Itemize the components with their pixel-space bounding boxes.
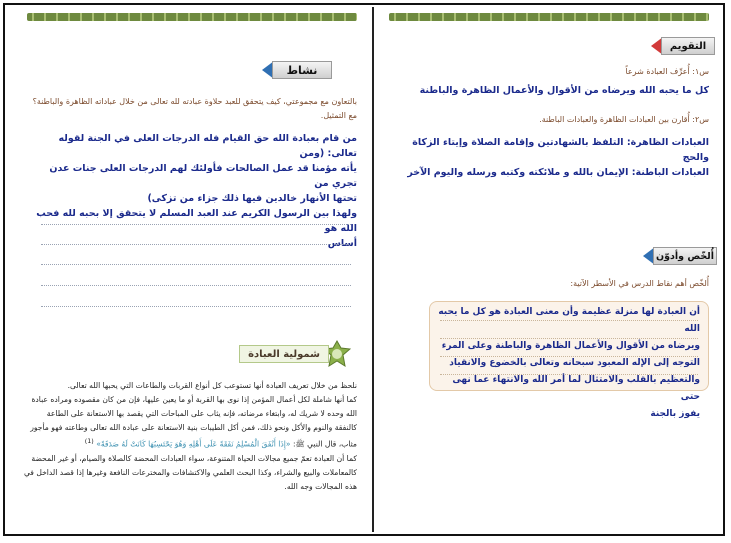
summary-prompt: أُلخّص أهم نقاط الدرس في الأسطر الآتية: bbox=[570, 279, 709, 288]
paragraph: نلحظ من خلال تعريف العبادة أنها تستوعب كل أنواع القربات والطاعات التي يحبها الله تعالى. bbox=[67, 381, 357, 390]
section-header bbox=[239, 340, 351, 368]
summary-line: التوجه إلى الإله المعبود سبحانه وتعالى بالخضوع والانقياد bbox=[449, 358, 700, 368]
top-ornament-right bbox=[389, 13, 709, 21]
footnote-mark: (1) bbox=[84, 438, 94, 445]
answer-line: العبادات الباطنة: الإيمان بالله و ملائكته وكتبه ورسله واليوم الآخر bbox=[407, 167, 709, 178]
answer-line: من قام بعبادة الله حق القيام فله الدرجات العلى في الجنة لقوله تعالى: (ومن bbox=[58, 133, 357, 159]
paragraph: كما أن العبادة تعمّ جميع مجالات الحياة المتنوعة، سواء العبادات المحضة كالصلاة والصيام، أو غير المحضة كالمعاملات والبيع والشراء، وكذا البحث العلمي والاكتشافات والمخترعات النافعة وغيرها إذا قصد الداخل في هذه المجالات وجه الله. bbox=[23, 453, 357, 491]
right-page bbox=[377, 7, 723, 532]
answer-1: كل ما يحبه الله ويرضاه من الأقوال والأعمال الظاهرة والباطنة bbox=[419, 85, 709, 96]
evaluation-title: التقويم bbox=[661, 37, 715, 55]
answer-line: العبادات الظاهرة: التلفظ بالشهادتين وإقامة الصلاة وإيتاء الزكاة والحج bbox=[412, 137, 709, 163]
page-divider bbox=[372, 7, 374, 532]
summary-line: ويرضاه من الأقوال والأعمال الظاهرة والباطنة وعلى المرء bbox=[441, 341, 700, 351]
section-title: شمولية العبادة bbox=[239, 345, 329, 363]
writing-line bbox=[41, 306, 351, 307]
summary-line: والتعظيم بالقلب والامتثال لما أمر الله والانتهاء عما نهى حتى bbox=[452, 375, 700, 402]
activity-prompt: بالتعاون مع مجموعتي، كيف يتحقق للعبد حلاوة عبادته لله تعالى من خلال عباداته الظاهرة والباطنة؟ مع التمثيل. bbox=[32, 97, 357, 120]
summary-line: أن العبادة لها منزلة عظيمة وأن معنى العبادة هو كل ما يحبه الله bbox=[438, 307, 700, 334]
answer-line: يأته مؤمنا قد عمل الصالحات فأولئك لهم الدرجات العلى جنات عدن تجري من bbox=[49, 163, 357, 189]
answer-line: ولهذا بين الرسول الكريم عند العبد المسلم لا يتحقق إلا بحبه لله فحب الله هو bbox=[36, 208, 357, 234]
section-body bbox=[23, 379, 357, 494]
activity-answer bbox=[27, 131, 357, 251]
writing-line bbox=[41, 264, 351, 265]
activity-banner bbox=[262, 61, 332, 79]
summary-line: يفوز بالجنة bbox=[650, 409, 700, 419]
paragraph: كما أنها شاملة لكل أعمال المؤمن إذا نوى بها القربة أو ما يعين عليها، فإن من كان مقصوده ومراده عبادة الله وحده لا شريك له، وابتغاء مرضاته، فإنه يثاب على المباحات التي يقصد بها الاستعانة على الطاعة كالنفقة والنوم والأكل ونحو ذلك، فمن أكل الطيبات بنية الاستعانة على عبادة الله تعالى وطاعته فهو مأجور مثاب، قال النبي ﷺ: «إِذَا أَنْفَقَ الْمُسْلِمُ نَفَقَةً عَلَى أَهْلِهِ وَهُوَ يَحْتَسِبُهَا كَانَتْ لَهُ صَدَقَةً» $^{(1)}$ bbox=[30, 395, 357, 449]
summary-title: أُلخّص وأدوّن bbox=[653, 247, 717, 265]
question-1: س١: أُعرِّف العبادة شرعاً bbox=[625, 67, 709, 76]
answer-2 bbox=[389, 135, 709, 180]
left-page bbox=[7, 7, 371, 532]
answer-line: تحتها الأنهار خالدين فيها ذلك جزاء من تزكى) bbox=[147, 193, 357, 204]
hadith-text: «إِذَا أَنْفَقَ الْمُسْلِمُ نَفَقَةً عَلَى أَهْلِهِ وَهُوَ يَحْتَسِبُهَا كَانَتْ لَهُ صَدَقَةً» bbox=[96, 439, 291, 449]
summary-banner bbox=[643, 247, 717, 265]
evaluation-banner bbox=[651, 37, 715, 55]
document-frame bbox=[3, 3, 725, 536]
answer-line: أساس bbox=[327, 238, 357, 249]
writing-line bbox=[41, 224, 351, 225]
writing-line bbox=[41, 285, 351, 286]
activity-title: نشاط bbox=[272, 61, 332, 79]
question-2: س٢: أُقارن بين العبادات الظاهرة والعبادات الباطنة. bbox=[539, 115, 709, 124]
writing-line bbox=[41, 244, 351, 245]
summary-answer bbox=[434, 304, 700, 423]
top-ornament-left bbox=[27, 13, 357, 21]
summary-box bbox=[429, 301, 709, 419]
